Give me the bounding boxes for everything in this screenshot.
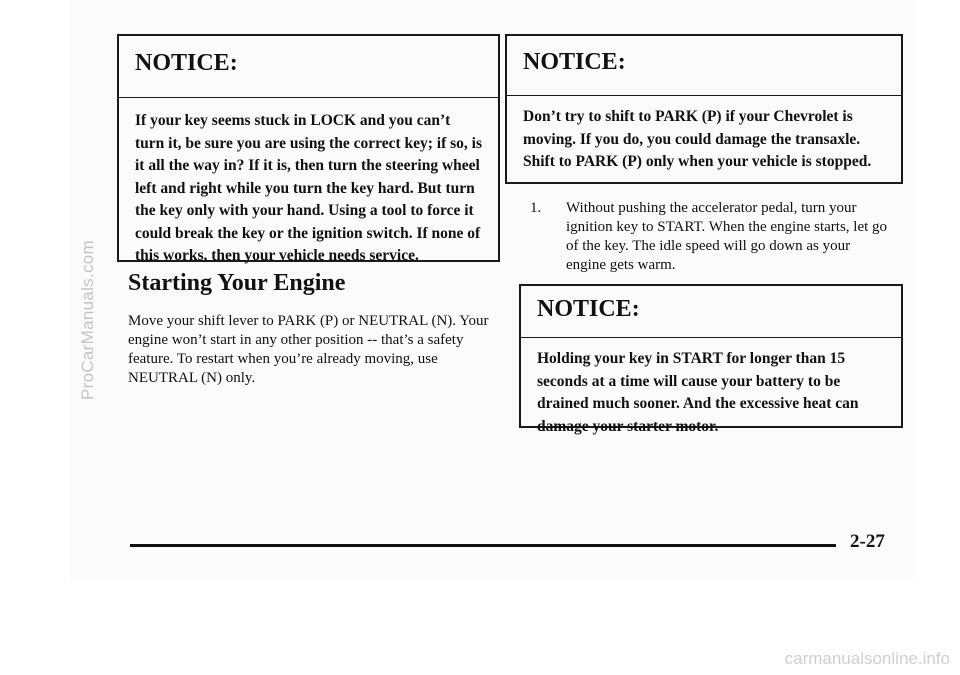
notice-box-start-duration [519, 284, 903, 435]
step-number: 1. [530, 200, 542, 216]
page-number: 2-27 [850, 531, 885, 552]
footer-rule [130, 544, 836, 547]
notice-box-park [505, 34, 903, 184]
notice-text: If your key seems stuck in LOCK and you can’t turn it, be sure you are using the correct key; if so, is it all the way in? If it is, then turn the steering wheel left and right while you turn the key hard. But turn the key only with your hand. Using a tool to force it could break the key or the ignition switch. If none of this works, then your vehicle needs service. [135, 112, 483, 264]
section-paragraph: Move your shift lever to PARK (P) or NEUTRAL (N). Your engine won’t start in any other position -- that’s a safety feature. To restart when you’re already moving, use NEUTRAL (N) only. [128, 313, 489, 386]
step-text: Without pushing the accelerator pedal, turn your ignition key to START. When the engine starts, let go of the key. The idle speed will go down as your engine gets warm. [566, 200, 888, 273]
step-item [530, 199, 890, 275]
notice-heading: NOTICE: [521, 286, 901, 338]
side-watermark: ProCarManuals.com [78, 239, 97, 401]
bottom-watermark: carmanualsonline.info [784, 649, 950, 668]
notice-heading: NOTICE: [507, 36, 901, 96]
notice-box-key-stuck [117, 34, 500, 262]
notice-heading: NOTICE: [119, 36, 498, 98]
section-title: Starting Your Engine [128, 270, 346, 296]
notice-text: Holding your key in START for longer than 15 seconds at a time will cause your battery to be drained much sooner. And the excessive heat can damage your starter motor. [537, 350, 859, 435]
notice-text: Don’t try to shift to PARK (P) if your Chevrolet is moving. If you do, you could damage the transaxle. Shift to PARK (P) only when your vehicle is stopped. [523, 108, 872, 170]
